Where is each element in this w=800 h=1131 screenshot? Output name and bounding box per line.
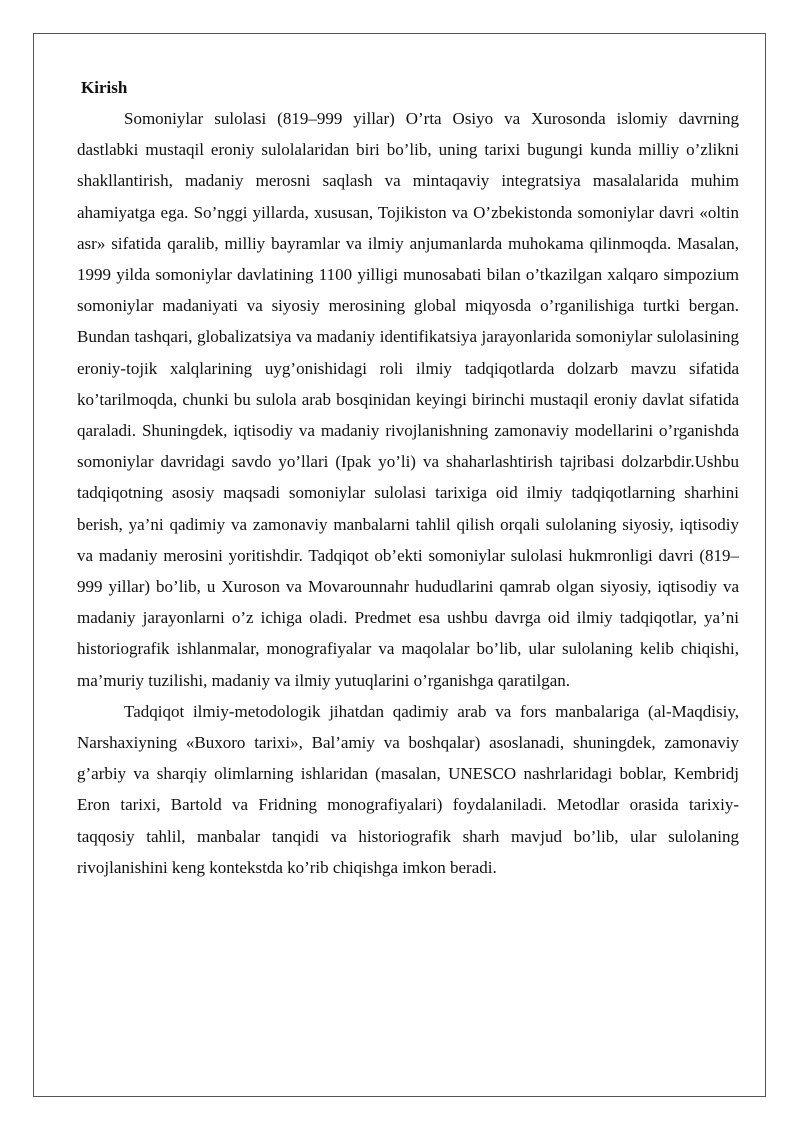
paragraph-methodology: Tadqiqot ilmiy-metodologik jihatdan qadimiy arab va fors manbalariga (al-Maqdisiy, Narshaxiyning «Buxoro tarixi», Bal’amiy va boshqalar) asoslanadi, shuningdek, zamonaviy g’arbiy va sharqiy olimlarning ishlaridan (masalan, UNESCO nashrlaridagi boblar, Kembridj Eron tarixi, Bartold va Fridning monografiyalari) foydalaniladi. Metodlar orasida tarixiy-taqqosiy tahlil, manbalar tanqidi va historiografik sharh mavjud bo’lib, ular sulolaning rivojlanishini keng kontekstda ko’rib chiqishga imkon beradi. (77, 701, 739, 877)
section-heading: Kirish (81, 78, 128, 97)
paragraph-introduction: Somoniylar sulolasi (819–999 yillar) O’rta Osiyo va Xurosonda islomiy davrning dastlabki mustaqil eroniy sulolalaridan biri bo’lib, uning tarixi bugungi kunda milliy o’zlikni shakllantirish, madaniy merosni saqlash va mintaqaviy integratsiya masalalarida muhim ahamiyatga ega. So’nggi yillarda, xususan, Tojikiston va O’zbekistonda somoniylar davri «oltin asr» sifatida qaralib, milliy bayramlar va ilmiy anjumanlarda muhokama qilinmoqda. Masalan, 1999 yilda somoniylar davlatining 1100 yilligi munosabati bilan o’tkazilgan xalqaro simpozium somoniylar madaniyati va siyosiy merosining global miqyosda o’rganilishiga turtki bergan. Bundan tashqari, globalizatsiya va madaniy identifikatsiya jarayonlarida somoniylar sulolasining eroniy-tojik xalqlarining uyg’onishidagi roli ilmiy tadqiqotlarda dolzarb mavzu sifatida ko’tarilmoqda, chunki bu sulola arab bosqinidan keyingi birinchi mustaqil eroniy davlat sifatida qaraladi. Shuningdek, iqtisodiy va madaniy rivojlanishning zamonaviy modellarini o’rganishda somoniylar davridagi savdo yo’llari (Ipak yo’li) va shaharlashtirish tajribasi dolzarbdir.Ushbu tadqiqotning asosiy maqsadi somoniylar sulolasi tarixiga oid ilmiy tadqiqotlarning sharhini berish, ya’ni qadimiy va zamonaviy manbalarni tahlil qilish orqali sulolaning siyosiy, iqtisodiy va madaniy merosini yoritishdir. Tadqiqot ob’ekti somoniylar sulolasi hukmronligi davri (819–999 yillar) bo’lib, u Xuroson va Movarounnahr hududlarini qamrab olgan siyosiy, iqtisodiy va madaniy jarayonlarni o’z ichiga oladi. Predmet esa ushbu davrga oid ilmiy tadqiqotlar, ya’ni historiografik ishlanmalar, monografiyalar va maqolalar bo’lib, ular sulolaning kelib chiqishi, ma’muriy tuzilishi, madaniy va ilmiy yutuqlarini o’rganishga qaratilgan. (77, 109, 739, 690)
document-body (77, 73, 739, 883)
